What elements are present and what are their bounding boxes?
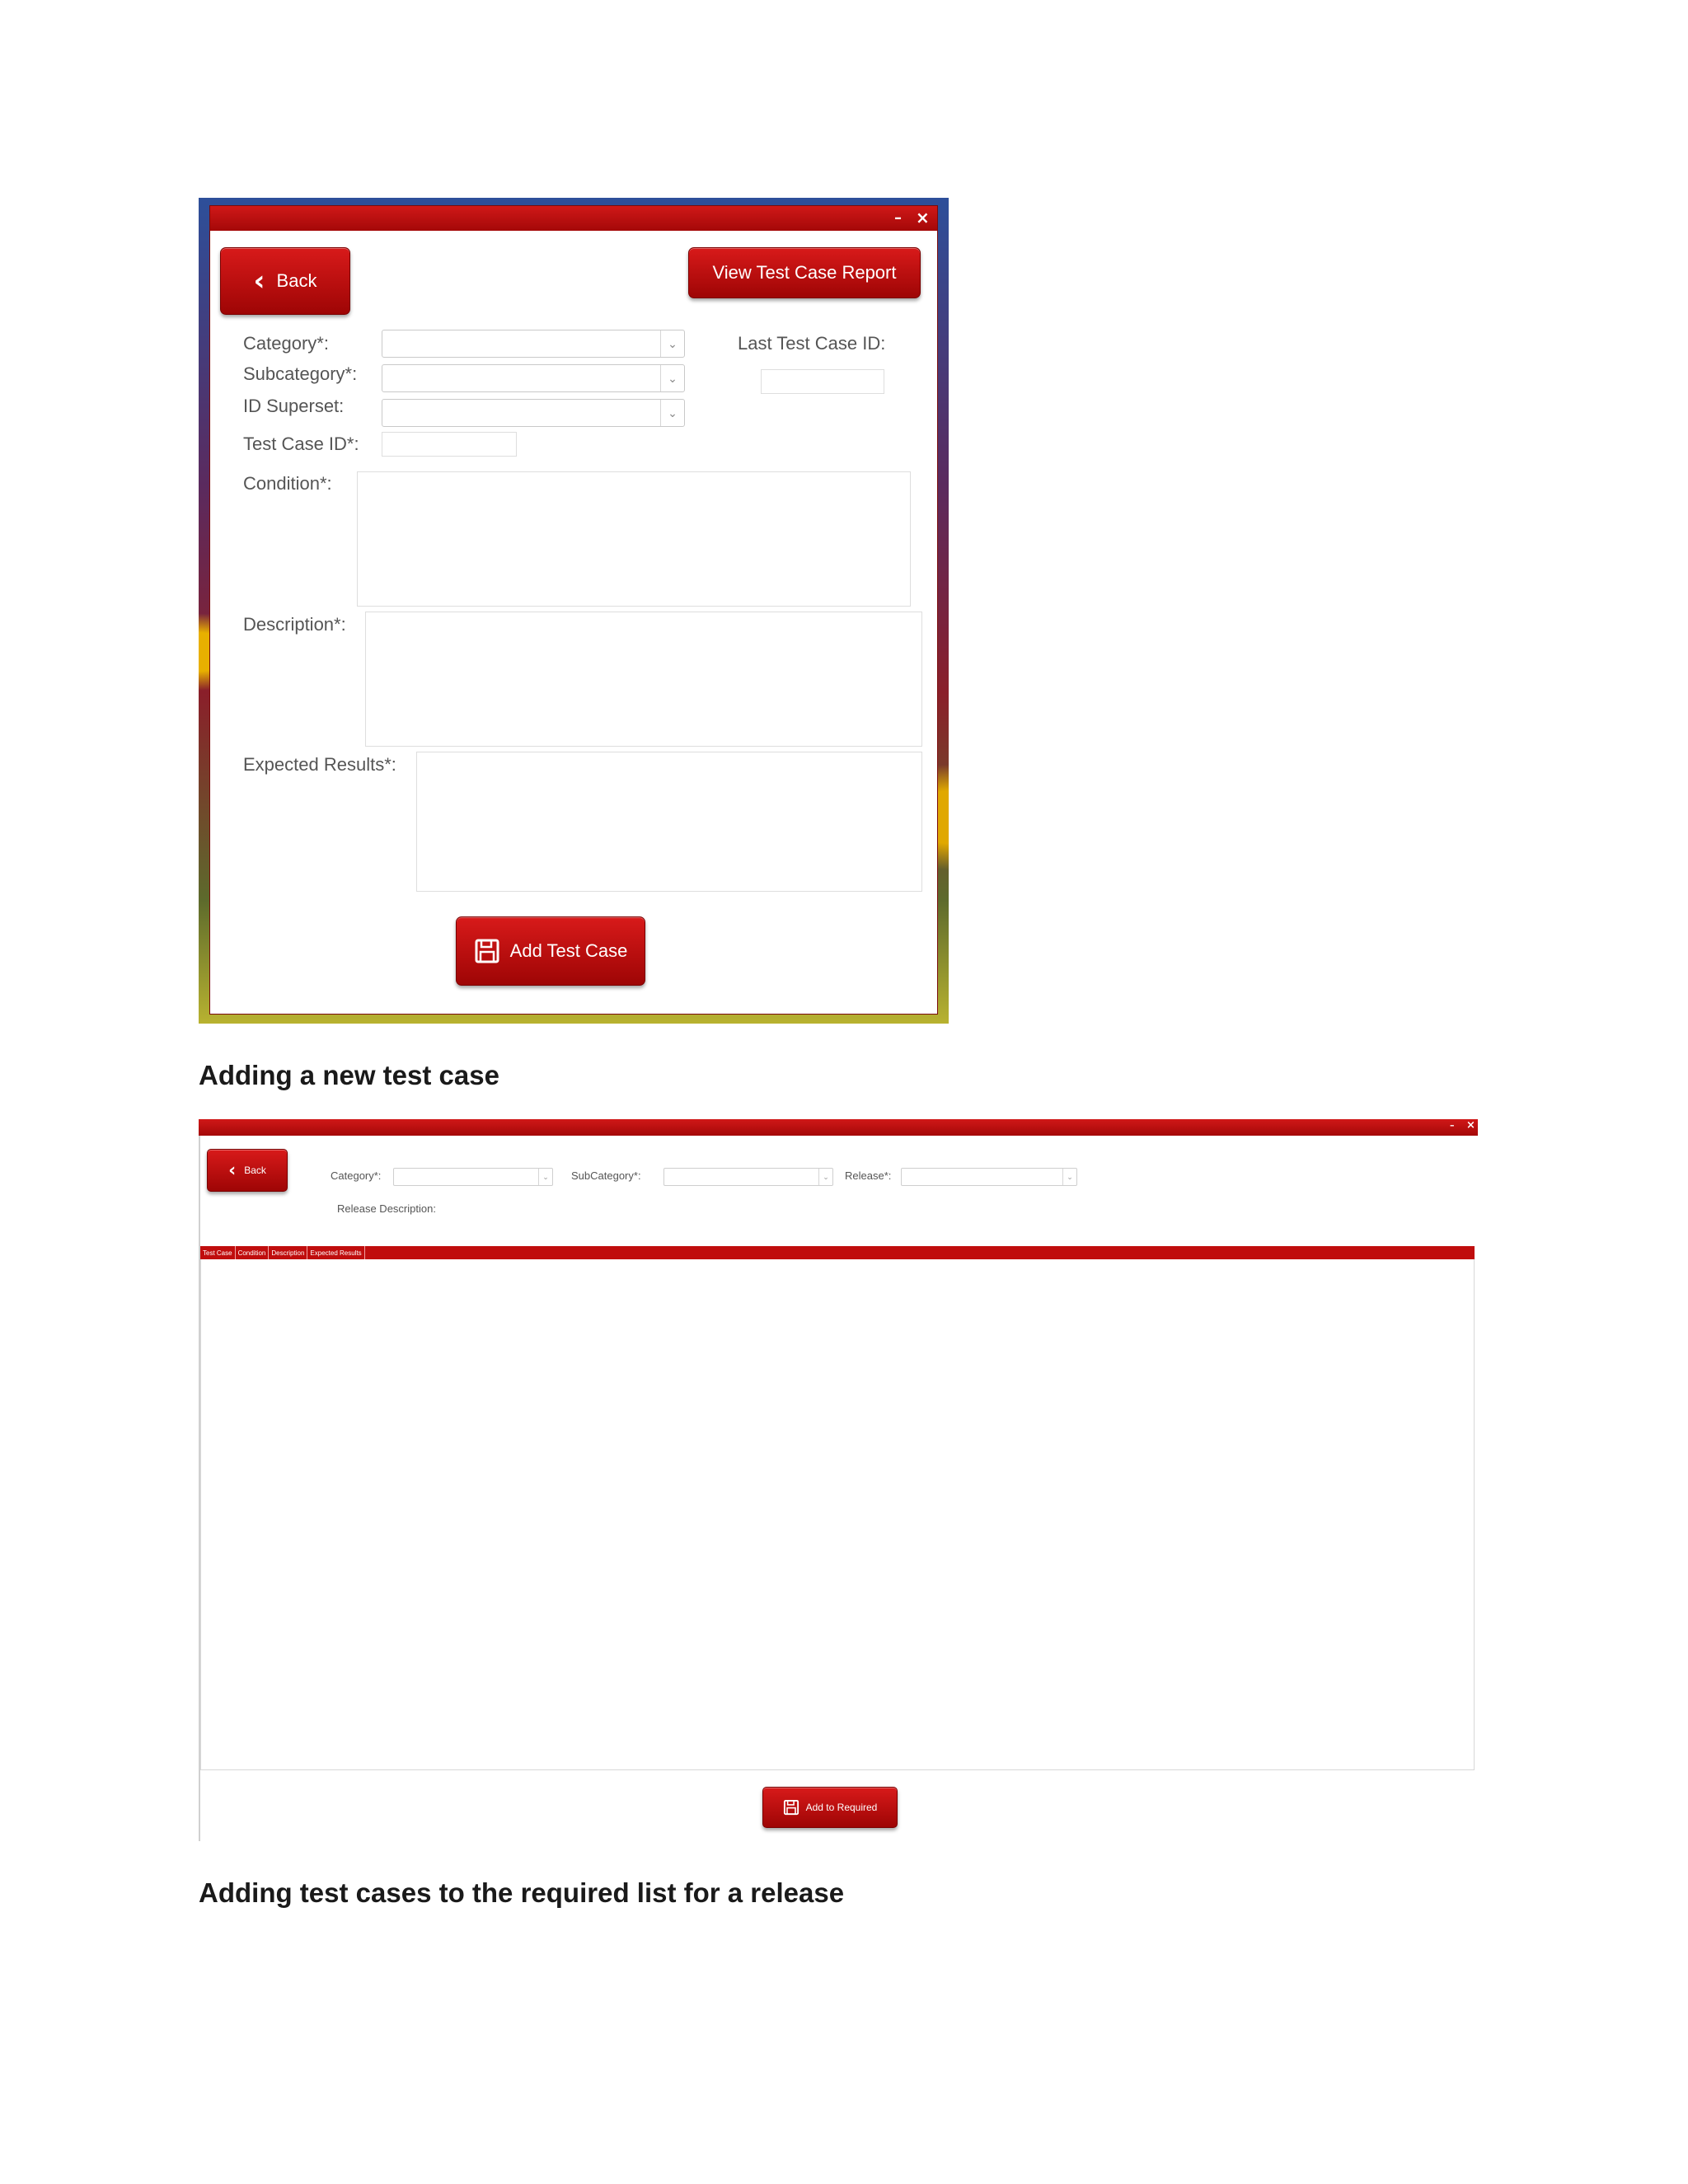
back-button[interactable] [220,247,350,315]
add-test-case-window [210,206,937,1014]
last-test-case-id-label: Last Test Case ID: [738,333,886,354]
chevron-down-icon: ⌄ [660,330,684,357]
chevron-left-icon: ‹ [228,1160,237,1181]
test-case-id-input[interactable] [382,432,517,457]
back-button-label: Back [276,270,317,291]
add-to-required-button[interactable] [762,1787,898,1828]
category-dropdown[interactable] [382,330,685,358]
description-textarea[interactable] [365,612,922,747]
expected-results-label: Expected Results*: [243,754,396,775]
test-case-id-label: Test Case ID*: [243,434,359,454]
add-test-case-screenshot [199,198,949,1024]
minimize-icon[interactable]: – [1450,1120,1455,1131]
grid-column-description[interactable]: Description [269,1246,307,1259]
category-dropdown[interactable] [393,1168,553,1186]
chevron-down-icon: ⌄ [660,365,684,391]
id-superset-dropdown[interactable] [382,399,685,427]
chevron-down-icon: ⌄ [538,1169,552,1185]
subcategory-label: SubCategory*: [571,1169,641,1182]
release-label: Release*: [845,1169,892,1182]
id-superset-label: ID Superset: [243,396,345,416]
condition-label: Condition*: [243,473,332,494]
condition-textarea[interactable] [357,471,911,607]
chevron-down-icon: ⌄ [818,1169,832,1185]
back-button[interactable] [207,1149,288,1192]
back-button-label: Back [244,1165,266,1176]
window-titlebar [199,1119,1478,1136]
chevron-left-icon: ‹ [253,265,265,298]
test-case-grid-header [200,1246,1475,1259]
expected-results-textarea[interactable] [416,752,922,892]
chevron-down-icon: ⌄ [1062,1169,1076,1185]
figure2-caption: Adding test cases to the required list for a release [199,1877,845,1908]
category-label: Category*: [243,333,329,354]
figure1-caption: Adding a new test case [199,1060,499,1090]
last-test-case-id-field [761,369,884,394]
view-test-case-report-button[interactable] [688,247,921,298]
subcategory-label: Subcategory*: [243,363,358,384]
release-description-label: Release Description: [337,1202,436,1215]
subcategory-dropdown[interactable] [663,1168,833,1186]
add-test-case-button[interactable] [456,916,645,986]
chevron-down-icon: ⌄ [660,400,684,426]
minimize-icon[interactable]: – [894,209,902,227]
close-icon[interactable]: × [916,208,930,227]
save-icon [474,938,500,964]
test-case-grid[interactable] [200,1259,1475,1770]
category-label: Category*: [331,1169,382,1182]
save-icon [783,1799,799,1816]
add-to-required-label: Add to Required [805,1802,878,1813]
description-label: Description*: [243,614,346,635]
subcategory-dropdown[interactable] [382,364,685,392]
add-to-required-screenshot [199,1119,1478,1841]
close-icon[interactable]: × [1466,1119,1475,1132]
view-report-label: View Test Case Report [712,262,897,283]
release-dropdown[interactable] [901,1168,1077,1186]
window-titlebar [210,206,937,231]
add-test-case-label: Add Test Case [509,940,628,961]
grid-column-expected-results[interactable]: Expected Results [307,1246,364,1259]
grid-column-test-case[interactable]: Test Case [200,1246,236,1259]
grid-column-condition[interactable]: Condition [236,1246,270,1259]
